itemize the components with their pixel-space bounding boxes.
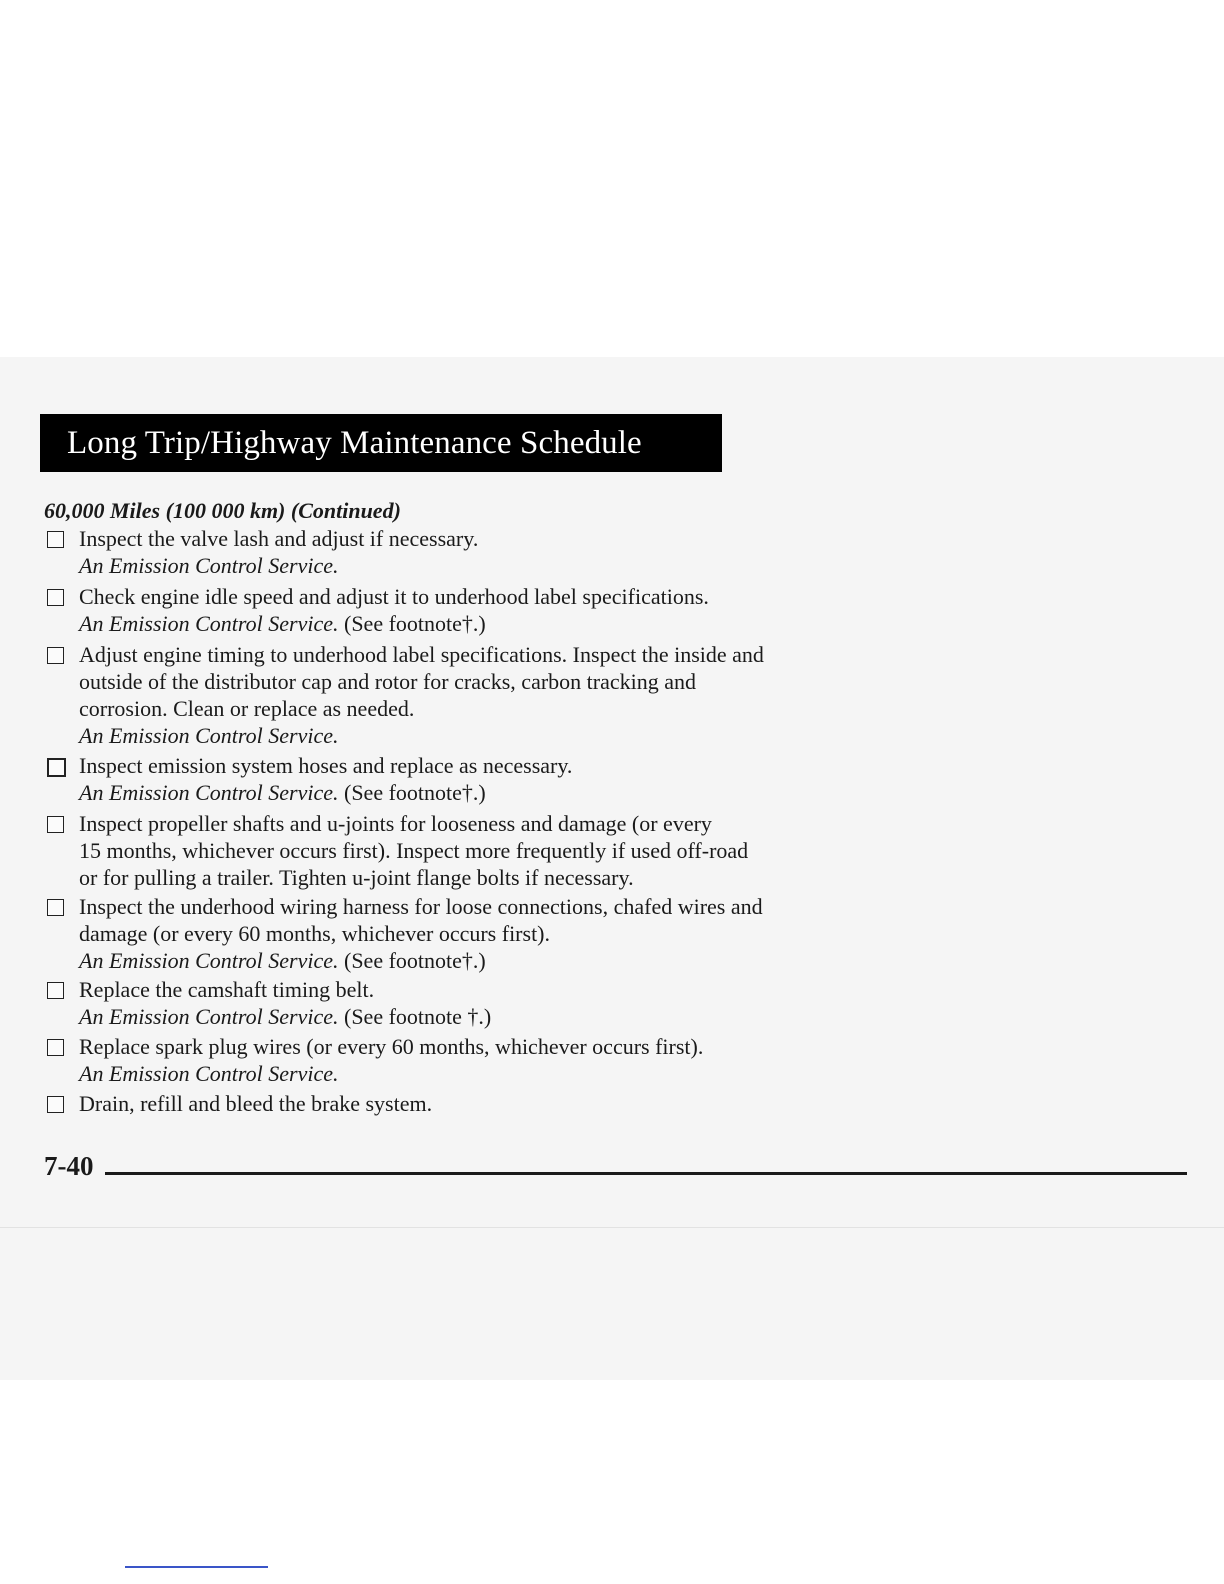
checklist-item-text xyxy=(79,525,867,579)
emission-service-label: An Emission Control Service. xyxy=(79,1004,339,1029)
checklist-item xyxy=(47,525,867,579)
item-text-line: 15 months, whichever occurs first). Inspect more frequently if used off-road xyxy=(79,838,749,863)
checkbox[interactable] xyxy=(47,589,64,606)
checklist-item-text xyxy=(79,752,867,806)
item-text-line: Inspect propeller shafts and u-joints for looseness and damage (or every xyxy=(79,811,712,836)
checkbox[interactable] xyxy=(47,531,64,548)
footnote-reference: (See footnote†.) xyxy=(344,948,486,973)
mileage-subheading: 60,000 Miles (100 000 km) (Continued) xyxy=(44,498,401,523)
emission-service-label: An Emission Control Service. xyxy=(79,780,339,805)
checkbox[interactable] xyxy=(47,1039,64,1056)
bottom-link-underline xyxy=(125,1566,268,1568)
emission-service-label: An Emission Control Service. xyxy=(79,723,339,748)
service-note xyxy=(79,779,867,806)
item-text-line: Inspect the underhood wiring harness for loose connections, chafed wires and xyxy=(79,894,763,919)
footnote-reference: (See footnote †.) xyxy=(344,1004,492,1029)
checklist-item xyxy=(47,752,867,806)
checkbox[interactable] xyxy=(47,899,64,916)
scan-edge-divider xyxy=(0,1227,1224,1228)
checklist-item-text xyxy=(79,1090,867,1117)
service-note xyxy=(79,552,867,579)
footer-rule xyxy=(105,1172,1187,1175)
checklist-item-text xyxy=(79,583,867,637)
item-text-line: Inspect emission system hoses and replace as necessary. xyxy=(79,753,573,778)
checklist-item-text xyxy=(79,976,867,1030)
checklist-item xyxy=(47,976,867,1030)
checklist-item xyxy=(47,583,867,637)
item-text-line: Adjust engine timing to underhood label specifications. Inspect the inside and xyxy=(79,642,764,667)
emission-service-label: An Emission Control Service. xyxy=(79,553,339,578)
footnote-reference: (See footnote†.) xyxy=(344,780,486,805)
emission-service-label: An Emission Control Service. xyxy=(79,948,339,973)
service-note xyxy=(79,1003,867,1030)
checkbox[interactable] xyxy=(47,758,66,777)
item-text-line: outside of the distributor cap and rotor for cracks, carbon tracking and xyxy=(79,669,697,694)
service-note xyxy=(79,1060,867,1087)
service-note xyxy=(79,947,867,974)
item-text-line: Check engine idle speed and adjust it to underhood label specifications. xyxy=(79,584,709,609)
item-text-line: Replace the camshaft timing belt. xyxy=(79,977,375,1002)
checklist-item xyxy=(47,641,867,749)
checklist-item xyxy=(47,1033,867,1087)
page-title: Long Trip/Highway Maintenance Schedule xyxy=(67,424,642,461)
checklist-item xyxy=(47,1090,867,1117)
item-text-line: Drain, refill and bleed the brake system. xyxy=(79,1091,433,1116)
service-note xyxy=(79,722,867,749)
checkbox[interactable] xyxy=(47,647,64,664)
checkbox[interactable] xyxy=(47,816,64,833)
item-text-line: corrosion. Clean or replace as needed. xyxy=(79,696,415,721)
item-text-line: Replace spark plug wires (or every 60 months, whichever occurs first). xyxy=(79,1034,704,1059)
page-title-bar xyxy=(40,414,722,472)
checklist-item xyxy=(47,893,867,974)
checklist-item xyxy=(47,810,867,891)
item-text-line: or for pulling a trailer. Tighten u-joint flange bolts if necessary. xyxy=(79,865,634,890)
service-note xyxy=(79,610,867,637)
checkbox[interactable] xyxy=(47,1096,64,1113)
item-text-line: Inspect the valve lash and adjust if necessary. xyxy=(79,526,479,551)
emission-service-label: An Emission Control Service. xyxy=(79,1061,339,1086)
footnote-reference: (See footnote†.) xyxy=(344,611,486,636)
checklist-item-text xyxy=(79,810,867,891)
page-number: 7-40 xyxy=(44,1151,94,1181)
checklist-item-text xyxy=(79,1033,867,1087)
checklist-item-text xyxy=(79,641,867,749)
checkbox[interactable] xyxy=(47,982,64,999)
emission-service-label: An Emission Control Service. xyxy=(79,611,339,636)
item-text-line: damage (or every 60 months, whichever occurs first). xyxy=(79,921,551,946)
checklist-item-text xyxy=(79,893,867,974)
